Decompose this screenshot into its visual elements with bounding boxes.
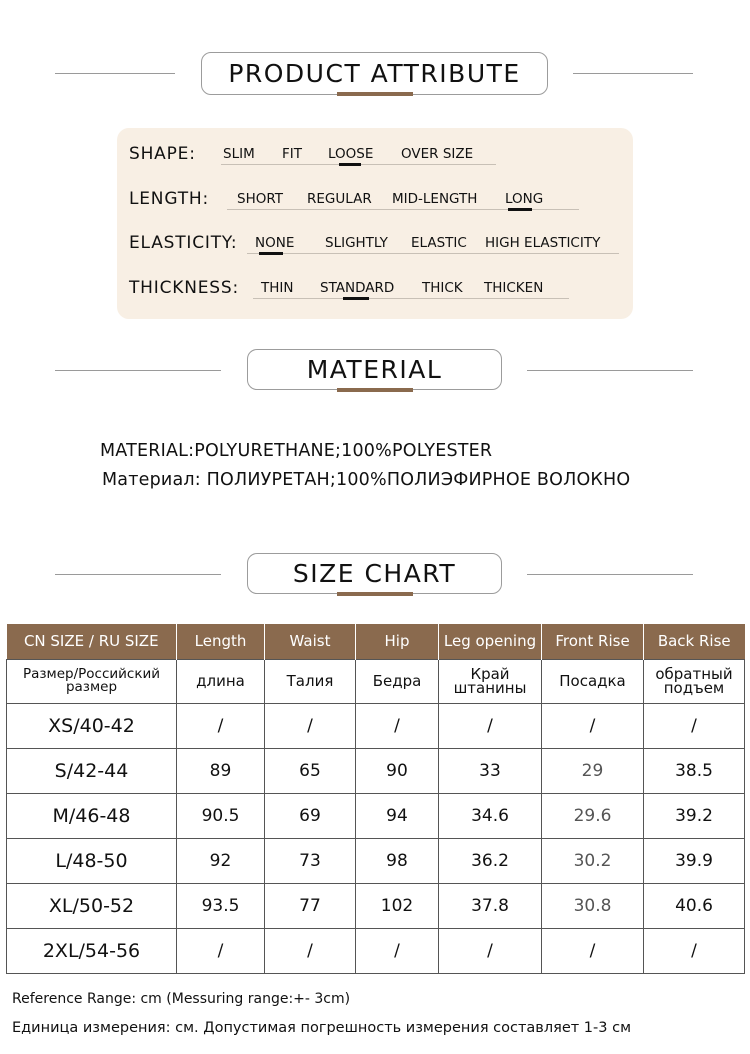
attribute-option: REGULAR (307, 191, 372, 207)
header-back-rise: Back Rise (644, 624, 745, 659)
divider-line-right (573, 73, 693, 74)
attribute-label: SHAPE: (129, 144, 196, 164)
table-row (7, 703, 745, 748)
divider-line-left (55, 73, 175, 74)
table-row (7, 748, 745, 793)
material-english (100, 441, 492, 461)
table-row (7, 838, 745, 883)
table-cell: 65 (265, 748, 356, 793)
table-cell: 33 (439, 748, 542, 793)
header-hip: Hip (356, 624, 439, 659)
table-cell: / (542, 703, 644, 748)
table-cell: / (177, 928, 265, 973)
attribute-option: THICK (422, 280, 463, 296)
section-title-size-chart: SIZE CHART (247, 553, 502, 594)
attribute-option: THICKEN (484, 280, 544, 296)
table-cell: / (265, 928, 356, 973)
attribute-option: ELASTIC (411, 235, 467, 251)
table-cell: Край штанины (439, 659, 542, 703)
table-cell: 37.8 (439, 883, 542, 928)
table-row (7, 793, 745, 838)
table-cell: 94 (356, 793, 439, 838)
table-cell: 89 (177, 748, 265, 793)
table-cell: 39.9 (644, 838, 745, 883)
divider-line-right (527, 370, 693, 371)
table-cell: / (439, 703, 542, 748)
table-cell: обратный подъем (644, 659, 745, 703)
attribute-option: STANDARD (320, 280, 395, 296)
attribute-option: SLIM (223, 146, 255, 162)
attribute-row-thickness (129, 276, 629, 306)
attribute-option: NONE (255, 235, 295, 251)
attribute-option: SHORT (237, 191, 283, 207)
table-cell: 92 (177, 838, 265, 883)
table-cell: / (644, 703, 745, 748)
table-row-ru-headers (7, 659, 745, 703)
table-cell: 93.5 (177, 883, 265, 928)
option-underline (253, 298, 569, 299)
title-accent-bar (337, 92, 413, 96)
table-cell: длина (177, 659, 265, 703)
attribute-label: ELASTICITY: (129, 233, 238, 253)
table-cell: 90 (356, 748, 439, 793)
attribute-row-shape (129, 142, 629, 172)
attribute-option: LONG (505, 191, 544, 207)
table-cell: / (439, 928, 542, 973)
material-value-ru: ПОЛИУРЕТАН;100%ПОЛИЭФИРНОЕ ВОЛОКНО (206, 470, 631, 490)
attribute-option: FIT (282, 146, 302, 162)
header-size: CN SIZE / RU SIZE (7, 624, 177, 659)
reference-note-english: Reference Range: cm (Messuring range:+- 3cm) (12, 991, 351, 1007)
table-cell: 34.6 (439, 793, 542, 838)
table-cell: 90.5 (177, 793, 265, 838)
selected-marker (343, 297, 369, 300)
attribute-option: OVER SIZE (401, 146, 474, 162)
table-cell: 2XL/54-56 (7, 928, 177, 973)
material-label-ru: Материал: (102, 470, 201, 490)
table-cell: / (542, 928, 644, 973)
header-length: Length (177, 624, 265, 659)
table-cell: M/46-48 (7, 793, 177, 838)
table-cell: / (177, 703, 265, 748)
attribute-label: LENGTH: (129, 189, 209, 209)
material-russian (102, 470, 630, 490)
table-cell: Талия (265, 659, 356, 703)
attribute-option: SLIGHTLY (325, 235, 388, 251)
table-cell: / (265, 703, 356, 748)
table-cell: Размер/Российский размер (7, 659, 177, 703)
section-title-material: MATERIAL (247, 349, 502, 390)
table-cell: L/48-50 (7, 838, 177, 883)
selected-marker (259, 252, 283, 255)
option-underline (247, 253, 619, 254)
table-row (7, 883, 745, 928)
attribute-option: LOOSE (328, 146, 374, 162)
attribute-option: HIGH ELASTICITY (485, 235, 601, 251)
title-accent-bar (337, 388, 413, 392)
table-cell: 29.6 (542, 793, 644, 838)
section-title-product-attribute: PRODUCT ATTRIBUTE (201, 52, 548, 95)
table-cell: / (644, 928, 745, 973)
table-cell: 98 (356, 838, 439, 883)
attribute-row-elasticity (129, 231, 629, 261)
table-cell: 30.8 (542, 883, 644, 928)
table-cell: / (356, 928, 439, 973)
table-cell: / (356, 703, 439, 748)
attribute-option: MID-LENGTH (392, 191, 478, 207)
header-leg-opening: Leg opening (439, 624, 542, 659)
table-cell: XL/50-52 (7, 883, 177, 928)
selected-marker (508, 208, 532, 211)
table-cell: 69 (265, 793, 356, 838)
size-chart-table (6, 624, 745, 974)
header-waist: Waist (265, 624, 356, 659)
table-cell: 77 (265, 883, 356, 928)
table-row (7, 928, 745, 973)
table-cell: 29 (542, 748, 644, 793)
reference-note-russian: Единица измерения: см. Допустимая погрешность измерения составляет 1-3 см (12, 1020, 632, 1036)
header-front-rise: Front Rise (542, 624, 644, 659)
attribute-label: THICKNESS: (129, 278, 239, 298)
table-cell: Посадка (542, 659, 644, 703)
table-cell: 30.2 (542, 838, 644, 883)
table-cell: Бедра (356, 659, 439, 703)
attribute-option: THIN (261, 280, 294, 296)
table-cell: 102 (356, 883, 439, 928)
table-cell: XS/40-42 (7, 703, 177, 748)
divider-line-right (527, 574, 693, 575)
table-cell: 40.6 (644, 883, 745, 928)
table-cell: 39.2 (644, 793, 745, 838)
table-cell: S/42-44 (7, 748, 177, 793)
divider-line-left (55, 574, 221, 575)
table-header-row (7, 624, 745, 659)
table-cell: 36.2 (439, 838, 542, 883)
attribute-panel (117, 128, 633, 319)
attribute-row-length (129, 187, 629, 217)
title-accent-bar (337, 592, 413, 596)
table-cell: 73 (265, 838, 356, 883)
selected-marker (339, 163, 361, 166)
table-cell: 38.5 (644, 748, 745, 793)
material-label: MATERIAL: (100, 441, 195, 461)
material-value: POLYURETHANE;100%POLYESTER (194, 441, 493, 461)
divider-line-left (55, 370, 221, 371)
